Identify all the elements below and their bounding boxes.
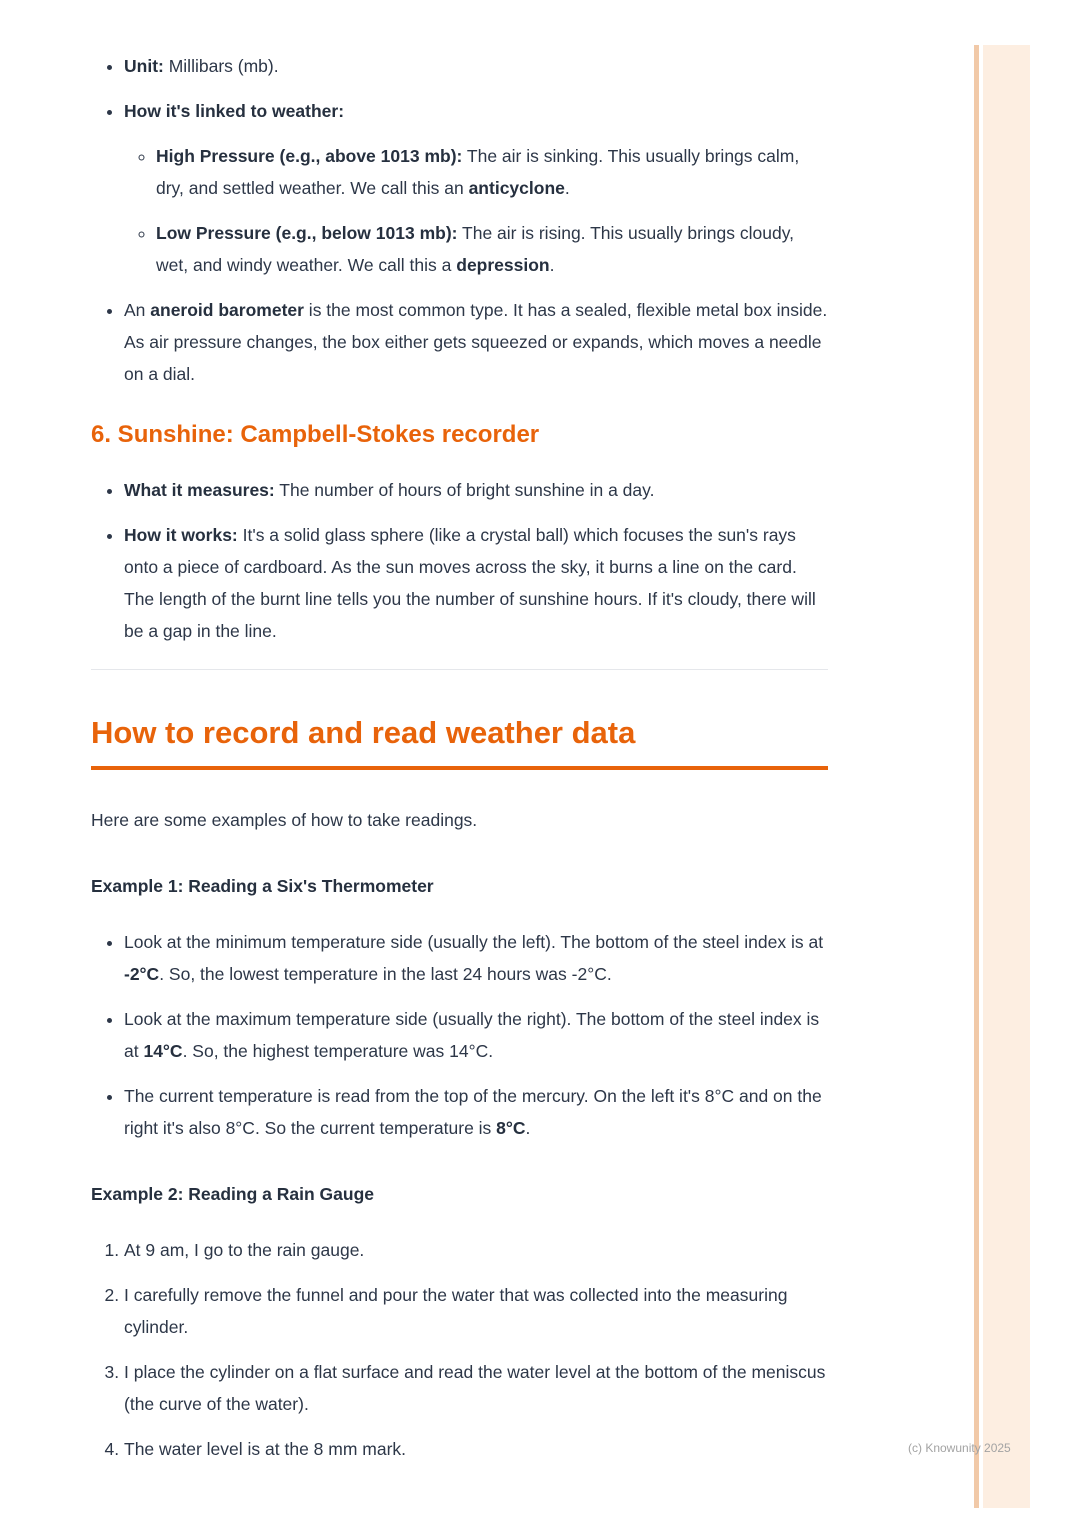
text-segment: . So, the lowest temperature in the last 24 hours was -2°C. — [159, 964, 612, 984]
text-segment: An — [124, 300, 151, 320]
list-item — [124, 294, 828, 390]
bold-text: What it measures: — [124, 480, 275, 500]
text-segment: is the most common type. It has a sealed, flexible metal box inside. As air pressure changes, the box either gets squeezed or expands, which moves a needle on a dial. — [124, 300, 828, 384]
list-item — [124, 50, 828, 82]
list-item — [124, 95, 828, 281]
page-heading: How to record and read weather data — [91, 714, 828, 770]
list-item-text — [124, 101, 344, 121]
text-segment: It's a solid glass sphere (like a crystal ball) which focuses the sun's rays onto a piece of cardboard. As the sun moves across the sky, it burns a line on the card. The length of the burnt line tells you the number of sunshine hours. If it's cloudy, there will be a gap in the line. — [124, 525, 816, 641]
bold-text: -2°C — [124, 964, 160, 984]
text-segment: . So, the highest temperature was 14°C. — [182, 1041, 494, 1061]
list-item — [124, 1003, 828, 1067]
bold-text: High Pressure (e.g., above 1013 mb): — [156, 146, 463, 166]
bold-text: aneroid barometer — [150, 300, 304, 320]
step-item: 4. The water level is at the 8 mm mark. — [124, 1433, 828, 1465]
example1-bullet-list — [91, 926, 828, 1144]
list-item — [156, 140, 828, 204]
bold-text: How it works: — [124, 525, 238, 545]
example1-heading: Example 1: Reading a Six's Thermometer — [91, 876, 434, 896]
footer-copyright: (c) Knowunity 2025 — [908, 1441, 1011, 1455]
bold-text: 14°C — [143, 1041, 183, 1061]
step-item: 3. I place the cylinder on a flat surface and read the water level at the bottom of the meniscus (the curve of the water). — [124, 1356, 828, 1420]
text-segment: . — [564, 178, 570, 198]
bold-text: 8°C — [496, 1118, 526, 1138]
section-divider — [91, 669, 828, 670]
bold-text: How it's linked to weather: — [124, 101, 345, 121]
bold-text: Unit: — [124, 56, 164, 76]
list-item — [124, 926, 828, 990]
pressure-bullet-list — [91, 50, 828, 390]
step-item: 1. At 9 am, I go to the rain gauge. — [124, 1234, 828, 1266]
list-item — [156, 217, 828, 281]
list-item — [124, 1080, 828, 1144]
step-item: 2. I carefully remove the funnel and pour the water that was collected into the measuring cylinder. — [124, 1279, 828, 1343]
text-segment: . — [549, 255, 555, 275]
sub-bullet-list — [124, 140, 828, 281]
text-segment: The current temperature is read from the top of the mercury. On the left it's 8°C and on the right it's also 8°C. So the current temperature is — [124, 1086, 822, 1138]
bold-text: Low Pressure (e.g., below 1013 mb): — [156, 223, 458, 243]
text-segment: . — [525, 1118, 531, 1138]
list-item — [124, 519, 828, 647]
text-segment: The number of hours of bright sunshine in a day. — [274, 480, 655, 500]
text-segment: Millibars (mb). — [163, 56, 279, 76]
list-item — [124, 474, 828, 506]
bold-text: depression — [456, 255, 550, 275]
text-segment: The air is sinking. This usually brings calm, dry, and settled weather. We call this an — [156, 146, 800, 198]
sunshine-bullet-list — [91, 474, 828, 647]
text-segment: The air is rising. This usually brings cloudy, wet, and windy weather. We call this a — [156, 223, 795, 275]
note-content — [91, 50, 828, 1478]
page-edge-band — [983, 45, 1030, 1508]
text-segment: Look at the maximum temperature side (usually the right). The bottom of the steel index is at — [124, 1009, 820, 1061]
text-segment: Look at the minimum temperature side (usually the left). The bottom of the steel index is at — [124, 932, 824, 952]
intro-paragraph: Here are some examples of how to take readings. — [91, 810, 478, 830]
section-heading-sunshine: 6. Sunshine: Campbell-Stokes recorder — [91, 421, 540, 448]
bold-text: anticyclone — [468, 178, 565, 198]
rain-gauge-steps-list — [91, 1234, 828, 1465]
example2-heading: Example 2: Reading a Rain Gauge — [91, 1184, 374, 1204]
page-edge-accent-line — [974, 45, 979, 1508]
